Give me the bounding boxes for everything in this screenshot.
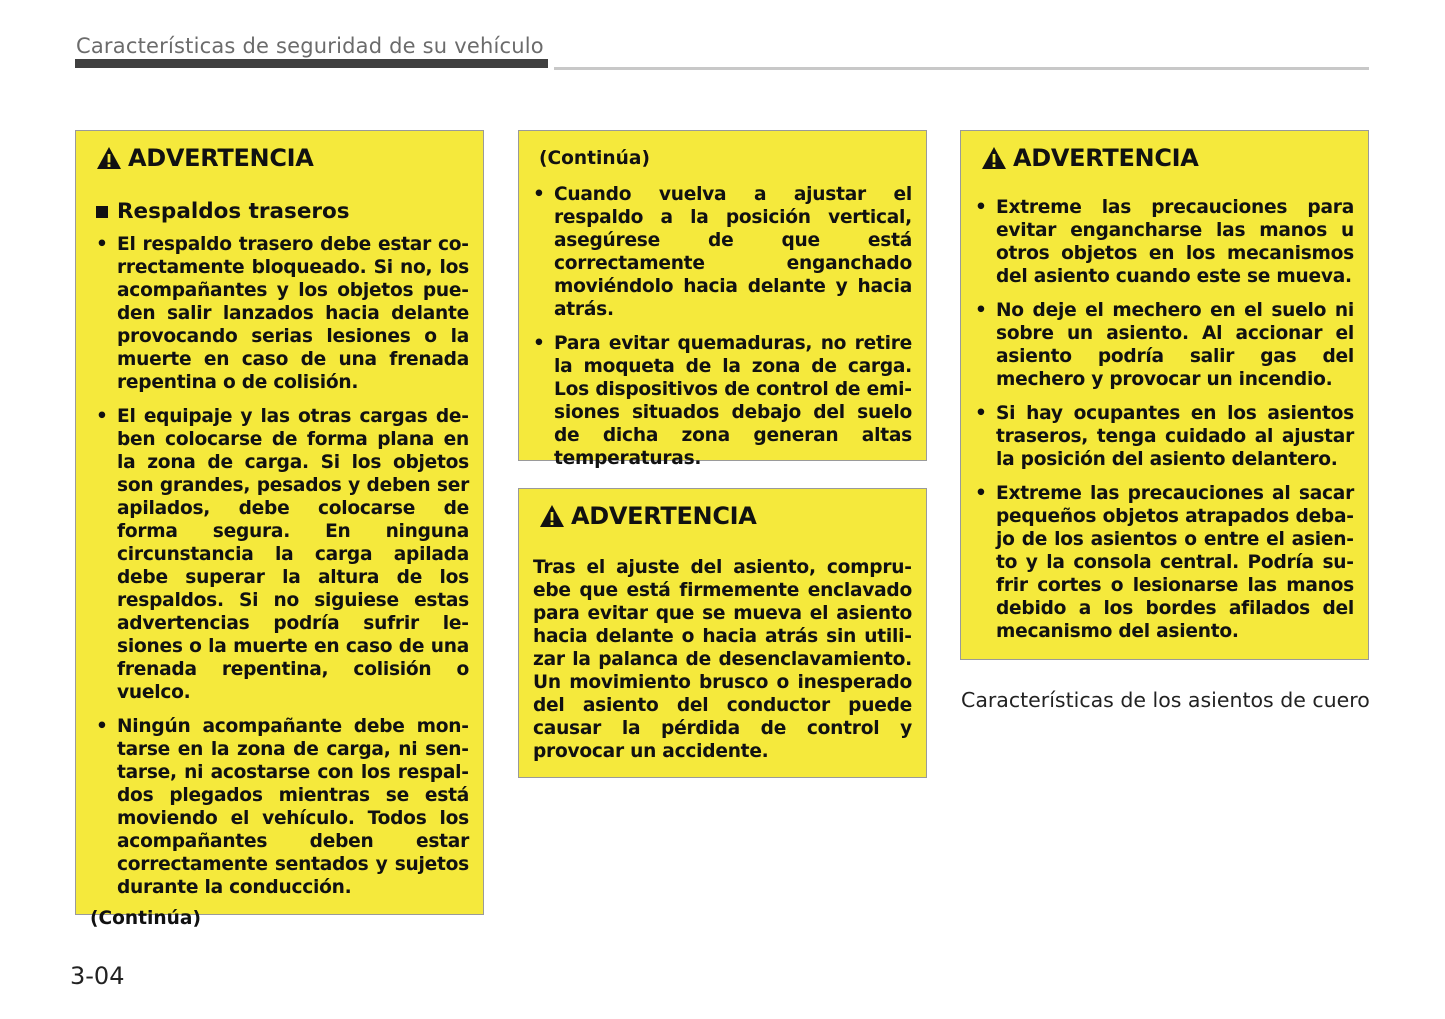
warning-box-seat-adjustment	[518, 488, 927, 778]
warning-bullet-list	[96, 233, 469, 899]
warning-box-seat-mechanism	[960, 130, 1369, 660]
header-rule-light	[554, 67, 1369, 70]
warning-heading	[96, 143, 469, 173]
subheading-label: Respaldos traseros	[117, 199, 350, 224]
continued-label: (Continúa)	[539, 148, 650, 169]
warning-heading-label: ADVERTENCIA	[571, 502, 757, 530]
warning-box-rear-seatbacks	[75, 130, 484, 929]
warning-paragraph: Tras el ajuste del asiento, compruebe que está firmemente enclavado para evitar que se mueva el asiento hacia delante o hacia atrás sin utilizar la palanca de desenclavamiento. Un movimiento brusco o inesperado del asiento del conductor puede causar la pérdida de control y provocar un accidente.	[533, 557, 912, 762]
warning-heading-label: ADVERTENCIA	[1013, 144, 1199, 172]
list-item: • El respaldo trasero debe estar correctamente bloqueado. Si no, los acompañantes y los objetos pueden salir lanzados hacia delante provocando serias lesiones o la muerte en caso de una frenada repentina o de colisión.	[96, 233, 469, 394]
list-item: • Extreme las precauciones para evitar engancharse las manos u otros objetos en los mecanismos del asiento cuando este se mueva.	[975, 196, 1354, 288]
warning-bullet-list	[975, 196, 1354, 643]
warning-box-continued	[518, 130, 927, 469]
list-item: • Cuando vuelva a ajustar el respaldo a la posición vertical, asegúrese de que está correctamente enganchado moviéndolo hacia delante y hacia atrás.	[533, 183, 912, 321]
list-item: • No deje el mechero en el suelo ni sobre un asiento. Al accionar el asiento podría salir gas del mechero y provocar un incendio.	[975, 299, 1354, 391]
warning-heading	[539, 501, 912, 531]
section-caption: Características de los asientos de cuero	[961, 688, 1370, 712]
warning-heading	[981, 143, 1354, 173]
header-rule-dark	[75, 59, 548, 68]
list-item: • Si hay ocupantes en los asientos traseros, tenga cuidado al ajustar la posición del asiento delantero.	[975, 402, 1354, 471]
warning-triangle-icon	[539, 504, 565, 528]
list-item: • Extreme las precauciones al sacar pequeños objetos atrapados debajo de los asientos o entre el asiento y la consola central. Podría sufrir cortes o lesionarse las manos debido a los bordes afilados del mecanismo del asiento.	[975, 482, 1354, 643]
list-item: • El equipaje y las otras cargas deben colocarse de forma plana en la zona de carga. Si los objetos son grandes, pesados y deben ser apilados, debe colocarse de forma segura. En ninguna circunstancia la carga apilada debe superar la altura de los respaldos. Si no siguiese estas advertencias podría sufrir lesiones o la muerte en caso de una frenada repentina, colisión o vuelco.	[96, 405, 469, 704]
list-item: • Para evitar quemaduras, no retire la moqueta de la zona de carga. Los dispositivos de control de emisiones situados debajo del suelo de dicha zona generan altas temperaturas.	[533, 332, 912, 470]
square-bullet-icon	[96, 206, 108, 218]
list-item: • Ningún acompañante debe montarse en la zona de carga, ni sentarse, ni acostarse con los respaldos plegados mientras se está moviendo el vehículo. Todos los acompañantes deben estar correctamente sentados y sujetos durante la conducción.	[96, 715, 469, 899]
warning-triangle-icon	[981, 146, 1007, 170]
warning-heading-label: ADVERTENCIA	[128, 144, 314, 172]
page-number: 3-04	[70, 962, 125, 990]
page-header-title: Características de seguridad de su vehículo	[76, 34, 544, 58]
section-subheading	[96, 199, 469, 225]
warning-triangle-icon	[96, 146, 122, 170]
continued-label: (Continúa)	[90, 908, 201, 929]
warning-bullet-list	[533, 183, 912, 470]
